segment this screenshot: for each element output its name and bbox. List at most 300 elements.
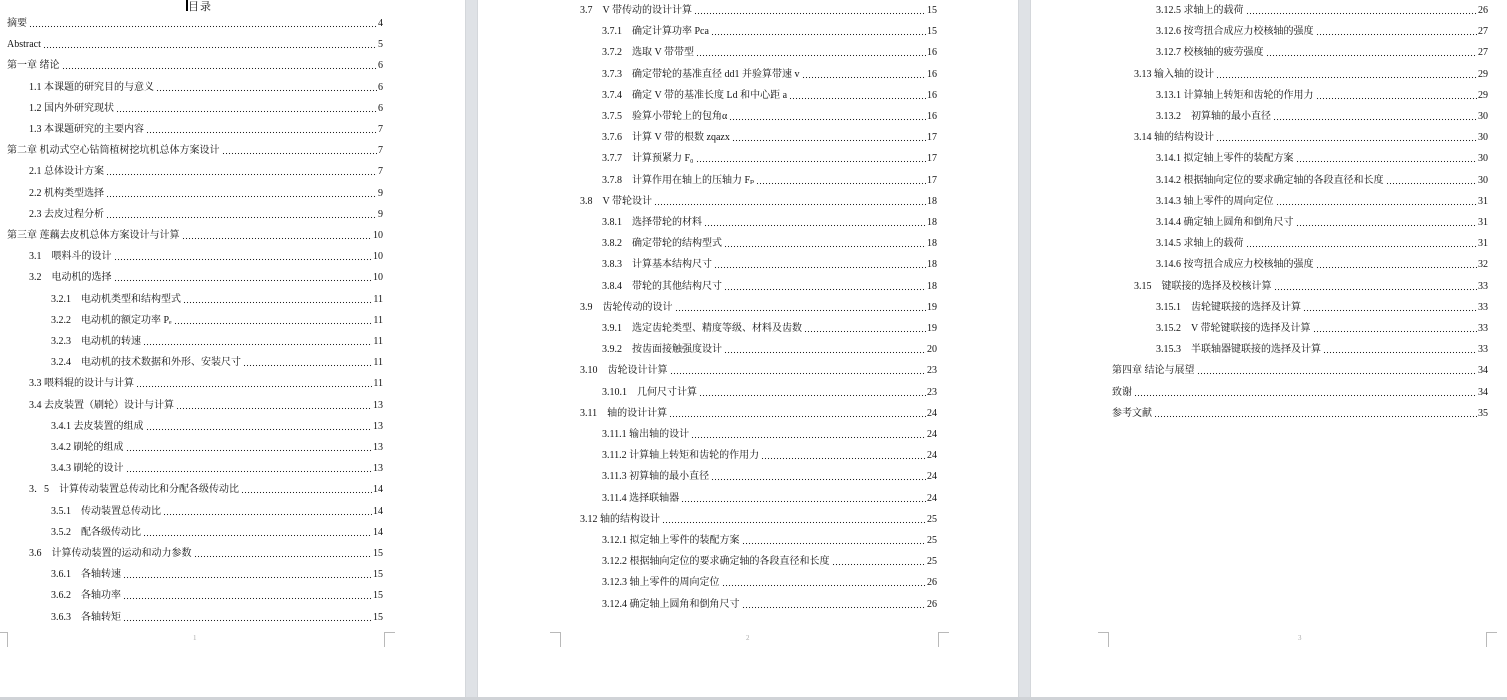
- dot-leader: [724, 238, 926, 248]
- toc-entry-label: 3.11.1 输出轴的设计: [602, 429, 690, 440]
- dot-leader: [1246, 5, 1478, 15]
- toc-entry[interactable]: [51, 334, 383, 348]
- toc-entry[interactable]: [29, 376, 383, 390]
- toc-entry-page-number: 27: [1478, 47, 1488, 59]
- toc-entry-label: 3.10.1 几何尺寸计算: [602, 386, 697, 398]
- toc-entry[interactable]: [602, 427, 937, 441]
- margin-corner-mark: [938, 632, 949, 647]
- toc-entry[interactable]: [51, 292, 383, 306]
- dot-leader: [742, 535, 927, 545]
- toc-entry-page-number: 4: [378, 18, 383, 29]
- toc-entry-page-number: 6: [378, 60, 383, 72]
- dot-leader: [694, 5, 926, 15]
- toc-entry[interactable]: [602, 109, 937, 123]
- toc-entry-label: 3.14.3 轴上零件的周向定位: [1156, 195, 1274, 207]
- toc-entry-label: 3.12.7 校核轴的疲劳强度: [1156, 47, 1264, 59]
- toc-entry-page-number: 34: [1478, 365, 1488, 377]
- dot-leader: [681, 493, 926, 503]
- toc-entry[interactable]: [602, 130, 937, 144]
- toc-entry[interactable]: [602, 575, 937, 589]
- dot-leader: [114, 251, 373, 261]
- toc-entry-page-number: 26: [1478, 5, 1488, 16]
- dot-leader: [174, 315, 373, 325]
- toc-entry[interactable]: [29, 186, 383, 200]
- toc-entry-label: 3.15.2 V 带轮键联接的选择及计算: [1156, 323, 1311, 334]
- toc-entry-label: 3.8.4 带轮的其他结构尺寸: [602, 280, 722, 292]
- toc-entry-page-number: 10: [373, 230, 383, 241]
- dot-leader: [222, 145, 378, 155]
- dot-leader: [1313, 323, 1477, 333]
- dot-leader: [669, 408, 926, 418]
- toc-entry-page-number: 18: [927, 280, 937, 292]
- toc-entry[interactable]: [51, 313, 383, 327]
- toc-entry[interactable]: [1156, 3, 1488, 17]
- dot-leader: [1316, 90, 1478, 100]
- toc-entry-label: 第一章 绪论: [7, 60, 60, 72]
- dot-leader: [136, 378, 372, 388]
- dot-leader: [1273, 111, 1477, 121]
- dot-leader: [1323, 344, 1477, 354]
- toc-entry[interactable]: [29, 482, 383, 496]
- dot-leader: [143, 336, 372, 346]
- toc-entry-page-number: 11: [373, 314, 383, 326]
- toc-entry-label: 3.11.3 初算轴的最小直径: [602, 471, 710, 483]
- toc-entry-label: 3.12.5 求轴上的载荷: [1156, 5, 1244, 16]
- dot-leader: [1296, 153, 1478, 163]
- toc-entry[interactable]: [51, 440, 383, 454]
- toc-entry[interactable]: [602, 236, 937, 250]
- dot-leader: [146, 421, 373, 431]
- toc-entry-page-number: 23: [927, 386, 937, 398]
- toc-entry-label: 3.7.1 确定计算功率 Pca: [602, 26, 709, 38]
- toc-entry-label: 3.11.2 计算轴上转矩和齿轮的作用力: [602, 450, 760, 462]
- dot-leader: [156, 82, 377, 92]
- dot-leader: [43, 39, 377, 49]
- toc-entry[interactable]: [602, 151, 937, 165]
- toc-entry-label: 3.9.2 按齿面接触强度设计: [602, 344, 722, 356]
- toc-entry[interactable]: [51, 525, 383, 539]
- dot-leader: [654, 196, 926, 206]
- toc-entry[interactable]: [1156, 342, 1488, 356]
- toc-entry[interactable]: [1156, 300, 1488, 314]
- toc-entry-label: 第三章 莲藕去皮机总体方案设计与计算: [7, 230, 180, 241]
- toc-entry-page-number: 15: [373, 548, 383, 559]
- toc-entry-page-number: 30: [1478, 132, 1488, 144]
- toc-entry-label: 3.4.3 刷轮的设计: [51, 463, 124, 475]
- toc-entry-label: 3.10 齿轮设计计算: [580, 365, 668, 377]
- toc-entry[interactable]: [580, 512, 937, 526]
- toc-entry-label: 第二章 机动式空心钻筒植树挖坑机总体方案设计: [7, 145, 220, 157]
- toc-entry-label: 3.14.5 求轴上的载荷: [1156, 238, 1244, 250]
- toc-entry-page-number: 25: [927, 556, 937, 568]
- toc-entry-page-number: 34: [1478, 386, 1488, 398]
- toc-entry-label: 3.2 电动机的选择: [29, 272, 112, 284]
- toc-entry-page-number: 18: [927, 238, 937, 250]
- dot-leader: [724, 344, 926, 354]
- toc-entry-page-number: 31: [1478, 217, 1488, 228]
- document-page-2[interactable]: [478, 0, 1018, 697]
- toc-entry[interactable]: [1156, 215, 1488, 229]
- page-number: 3: [1298, 634, 1302, 642]
- toc-entry-label: 参考文献: [1112, 407, 1152, 419]
- toc-entry-label: 3.4.1 去皮装置的组成: [51, 420, 144, 432]
- dot-leader: [1197, 365, 1478, 375]
- page-number: 2: [746, 634, 750, 642]
- toc-entry-page-number: 17: [927, 132, 937, 144]
- toc-entry[interactable]: [1156, 88, 1488, 102]
- dot-leader: [123, 590, 372, 600]
- toc-entry[interactable]: [51, 610, 383, 624]
- toc-entry-label: 3.14.6 按弯扭合成应力校核轴的强度: [1156, 259, 1314, 271]
- dot-leader: [691, 429, 926, 439]
- toc-entry-label: 摘要: [7, 18, 27, 29]
- dot-leader: [123, 569, 372, 579]
- toc-entry[interactable]: [7, 228, 383, 242]
- dot-leader: [711, 26, 926, 36]
- toc-entry-label: 3.8.1 选择带轮的材料: [602, 217, 702, 228]
- margin-corner-mark: [1486, 632, 1497, 647]
- dot-leader: [1276, 196, 1478, 206]
- toc-entry-label: 3.12.2 根据轴向定位的要求确定轴的各段直径和长度: [602, 556, 830, 568]
- toc-entry-page-number: 19: [927, 301, 937, 313]
- toc-entry[interactable]: [51, 419, 383, 433]
- dot-leader: [123, 612, 372, 622]
- toc-entry-label: 3.13.1 计算轴上转矩和齿轮的作用力: [1156, 89, 1314, 101]
- toc-entry-page-number: 15: [373, 590, 383, 602]
- toc-entry-page-number: 6: [378, 81, 383, 93]
- toc-entry-page-number: 15: [373, 611, 383, 623]
- toc-entry[interactable]: [7, 58, 383, 72]
- dot-leader: [789, 90, 926, 100]
- toc-entry[interactable]: [602, 67, 937, 81]
- toc-entry-page-number: 16: [927, 89, 937, 101]
- toc-entry[interactable]: [1156, 173, 1488, 187]
- toc-entry[interactable]: [602, 45, 937, 59]
- toc-entry-label: 3.14.1 拟定轴上零件的装配方案: [1156, 153, 1294, 165]
- toc-entry-page-number: 9: [378, 187, 383, 199]
- toc-entry-page-number: 11: [373, 293, 383, 305]
- toc-entry-page-number: 30: [1478, 174, 1488, 186]
- toc-entry[interactable]: [29, 270, 383, 284]
- toc-entry-page-number: 9: [378, 208, 383, 220]
- dot-leader: [729, 111, 926, 121]
- toc-entry-page-number: 33: [1478, 280, 1488, 292]
- toc-entry-page-number: 33: [1478, 301, 1488, 313]
- toc-entry-label: 3.3 喂料辊的设计与计算: [29, 378, 134, 390]
- toc-entry-label: 3.6.2 各轴功率: [51, 590, 121, 602]
- toc-entry[interactable]: [1112, 385, 1488, 399]
- dot-leader: [1154, 408, 1477, 418]
- toc-entry[interactable]: [1156, 236, 1488, 250]
- toc-entry-page-number: 24: [927, 492, 937, 504]
- dot-leader: [62, 60, 378, 70]
- dot-leader: [126, 442, 373, 452]
- dot-leader: [1134, 387, 1477, 397]
- toc-entry-label: 2.3 去皮过程分析: [29, 208, 104, 220]
- toc-entry[interactable]: [29, 249, 383, 263]
- toc-entry-label: 1.2 国内外研究现状: [29, 102, 114, 114]
- dot-leader: [704, 217, 926, 227]
- dot-leader: [802, 69, 927, 79]
- toc-entry-page-number: 26: [927, 577, 937, 589]
- toc-entry[interactable]: [580, 3, 937, 17]
- toc-entry[interactable]: [1112, 363, 1488, 377]
- dot-leader: [1246, 238, 1478, 248]
- toc-entry-label: 3.6.3 各轴转矩: [51, 611, 121, 623]
- toc-entry-label: 2.2 机构类型选择: [29, 187, 104, 199]
- toc-entry-label: 3.13 输入轴的设计: [1134, 68, 1214, 80]
- dot-leader: [1303, 302, 1477, 312]
- toc-entry-label: 3.8 V 带轮设计: [580, 195, 653, 207]
- toc-entry[interactable]: [602, 469, 937, 483]
- toc-entry-page-number: 18: [927, 259, 937, 271]
- toc-entry-page-number: 11: [373, 357, 383, 369]
- toc-entry-label: 3.15.1 齿轮键联接的选择及计算: [1156, 301, 1301, 313]
- dot-leader: [1296, 217, 1478, 227]
- toc-entry-label: 3.14.2 根据轴向定位的要求确定轴的各段直径和长度: [1156, 174, 1384, 186]
- toc-entry[interactable]: [602, 88, 937, 102]
- toc-entry-label: 3.5.1 传动装置总传动比: [51, 505, 161, 517]
- toc-entry-page-number: 35: [1478, 407, 1488, 419]
- toc-entry[interactable]: [7, 143, 383, 157]
- toc-entry-page-number: 14: [373, 526, 383, 538]
- document-page-3[interactable]: [1031, 0, 1507, 697]
- dot-leader: [699, 387, 926, 397]
- toc-entry-label: 3.7.5 验算小带轮上的包角α: [602, 111, 728, 122]
- toc-entry-page-number: 24: [927, 471, 937, 483]
- dot-leader: [732, 132, 926, 142]
- dot-leader: [1274, 281, 1478, 291]
- toc-entry-page-number: 11: [373, 378, 383, 390]
- toc-entry[interactable]: [1112, 406, 1488, 420]
- toc-entry-page-number: 23: [927, 365, 937, 377]
- dot-leader: [1266, 47, 1478, 57]
- toc-entry-label: 1.1 本课题的研究目的与意义: [29, 81, 154, 93]
- dot-leader: [1216, 69, 1477, 79]
- toc-entry[interactable]: [1156, 257, 1488, 271]
- toc-entry-label: 3.7.6 计算 V 带的根数 zqazx: [602, 132, 730, 144]
- dot-leader: [670, 365, 927, 375]
- toc-entry-page-number: 16: [927, 111, 937, 122]
- toc-entry-page-number: 30: [1478, 153, 1488, 165]
- toc-entry[interactable]: [602, 173, 937, 187]
- toc-entry[interactable]: [29, 122, 383, 136]
- toc-entry[interactable]: [1156, 24, 1488, 38]
- dot-leader: [106, 209, 377, 219]
- toc-entry-label: 3.1 喂料斗的设计: [29, 251, 112, 263]
- toc-entry-label: 3.14.4 确定轴上圆角和倒角尺寸: [1156, 217, 1294, 228]
- toc-entry[interactable]: [51, 567, 383, 581]
- toc-entry-label: 3.6.1 各轴转速: [51, 569, 121, 581]
- toc-entry[interactable]: [580, 363, 937, 377]
- dot-leader: [804, 323, 926, 333]
- toc-title-text: 目录: [188, 1, 212, 13]
- dot-leader: [176, 400, 372, 410]
- toc-entry[interactable]: [580, 194, 937, 208]
- toc-entry[interactable]: [7, 37, 383, 51]
- toc-entry-label: 3.9.1 选定齿轮类型、精度等级、材料及齿数: [602, 323, 802, 334]
- toc-entry-page-number: 15: [927, 5, 937, 16]
- toc-entry-label: Abstract: [7, 39, 41, 51]
- toc-entry-label: 3.2.1 电动机类型和结构型式: [51, 293, 181, 305]
- dot-leader: [696, 153, 926, 163]
- dot-leader: [182, 230, 373, 240]
- toc-entry-page-number: 14: [373, 484, 383, 496]
- toc-entry-label: 3.11.4 选择联轴器: [602, 492, 680, 504]
- toc-entry[interactable]: [1134, 279, 1488, 293]
- toc-entry-page-number: 10: [373, 251, 383, 263]
- toc-entry-page-number: 18: [927, 195, 937, 207]
- toc-entry-page-number: 33: [1478, 344, 1488, 356]
- dot-leader: [832, 556, 927, 566]
- toc-entry[interactable]: [51, 504, 383, 518]
- toc-entry-page-number: 17: [927, 153, 937, 165]
- dot-leader: [722, 577, 927, 587]
- dot-leader: [1316, 26, 1478, 36]
- toc-entry-page-number: 27: [1478, 26, 1488, 38]
- toc-entry-label: 3.11 轴的设计计算: [580, 407, 668, 419]
- dot-leader: [742, 599, 927, 609]
- toc-entry-page-number: 20: [927, 344, 937, 356]
- toc-entry[interactable]: [602, 342, 937, 356]
- toc-entry[interactable]: [1156, 194, 1488, 208]
- dot-leader: [116, 103, 377, 113]
- toc-entry-page-number: 13: [373, 420, 383, 432]
- toc-entry-label: 3.8.3 计算基本结构尺寸: [602, 259, 712, 271]
- toc-entry[interactable]: [602, 597, 937, 611]
- toc-entry-label: 3．5 计算传动装置总传动比和分配各级传动比: [29, 484, 239, 496]
- toc-entry-label: 3.7.3 确定带轮的基准直径 dd1 并验算带速 v: [602, 68, 800, 80]
- toc-entry[interactable]: [1156, 45, 1488, 59]
- toc-entry[interactable]: [602, 321, 937, 335]
- margin-corner-mark: [0, 632, 8, 647]
- toc-entry-page-number: 13: [373, 399, 383, 411]
- toc-entry[interactable]: [602, 554, 937, 568]
- toc-entry[interactable]: [1156, 321, 1488, 335]
- toc-entry-label: 3.7 V 带传动的设计计算: [580, 5, 693, 16]
- toc-entry-label: 3.7.2 选取 V 带带型: [602, 47, 695, 59]
- toc-entry[interactable]: [7, 16, 383, 30]
- toc-entry-label: 3.2.2 电动机的额定功率 Pₑ: [51, 314, 172, 326]
- toc-entry-page-number: 32: [1478, 259, 1488, 271]
- toc-entry-page-number: 15: [373, 569, 383, 581]
- toc-entry-label: 3.9 齿轮传动的设计: [580, 301, 673, 313]
- margin-corner-mark: [384, 632, 395, 647]
- toc-entry-label: 3.12.3 轴上零件的周向定位: [602, 577, 720, 589]
- toc-entry-page-number: 24: [927, 407, 937, 419]
- toc-entry[interactable]: [51, 461, 383, 475]
- toc-entry[interactable]: [1156, 109, 1488, 123]
- toc-entry-label: 3.14 轴的结构设计: [1134, 132, 1214, 144]
- toc-entry[interactable]: [1134, 67, 1488, 81]
- dot-leader: [662, 514, 926, 524]
- page-number: 1: [193, 634, 197, 642]
- toc-entry-page-number: 10: [373, 272, 383, 284]
- toc-entry-label: 3.5.2 配各级传动比: [51, 526, 141, 538]
- toc-entry-page-number: 25: [927, 513, 937, 525]
- toc-entry-page-number: 33: [1478, 323, 1488, 334]
- toc-entry[interactable]: [51, 588, 383, 602]
- toc-entry-page-number: 30: [1478, 111, 1488, 122]
- dot-leader: [1386, 175, 1478, 185]
- dot-leader: [106, 188, 377, 198]
- toc-entry-page-number: 26: [927, 598, 937, 610]
- toc-entry-label: 3.12.4 确定轴上圆角和倒角尺寸: [602, 598, 740, 610]
- dot-leader: [143, 527, 372, 537]
- dot-leader: [243, 357, 372, 367]
- toc-entry-page-number: 13: [373, 442, 383, 453]
- toc-entry-page-number: 5: [378, 39, 383, 51]
- dot-leader: [146, 124, 377, 134]
- toc-entry[interactable]: [51, 355, 383, 369]
- toc-entry-label: 3.12 轴的结构设计: [580, 513, 660, 525]
- dot-leader: [194, 548, 373, 558]
- toc-entry[interactable]: [29, 398, 383, 412]
- toc-entry[interactable]: [29, 80, 383, 94]
- toc-entry-page-number: 7: [378, 145, 383, 157]
- toc-entry[interactable]: [602, 491, 937, 505]
- toc-entry-page-number: 7: [378, 166, 383, 178]
- toc-entry-page-number: 25: [927, 535, 937, 546]
- toc-entry-page-number: 16: [927, 68, 937, 80]
- toc-entry[interactable]: [602, 385, 937, 399]
- toc-entry-page-number: 17: [927, 174, 937, 186]
- toc-entry[interactable]: [29, 207, 383, 221]
- toc-entry[interactable]: [602, 257, 937, 271]
- toc-entry[interactable]: [29, 101, 383, 115]
- document-page-1[interactable]: [0, 0, 465, 697]
- dot-leader: [696, 47, 926, 57]
- toc-entry[interactable]: [29, 164, 383, 178]
- toc-entry[interactable]: [602, 24, 937, 38]
- dot-leader: [114, 272, 373, 282]
- toc-entry-page-number: 16: [927, 47, 937, 59]
- toc-entry-label: 3.12.1 拟定轴上零件的装配方案: [602, 535, 740, 546]
- toc-entry[interactable]: [580, 406, 937, 420]
- toc-entry-label: 3.12.6 按弯扭合成应力校核轴的强度: [1156, 26, 1314, 38]
- toc-entry[interactable]: [1156, 151, 1488, 165]
- toc-entry-label: 3.7.7 计算预紧力 F₀: [602, 153, 694, 165]
- toc-entry-page-number: 6: [378, 102, 383, 114]
- toc-entry[interactable]: [1134, 130, 1488, 144]
- dot-leader: [183, 294, 372, 304]
- dot-leader: [711, 471, 926, 481]
- toc-entry[interactable]: [580, 300, 937, 314]
- toc-entry-label: 3.15.3 半联轴器键联接的选择及计算: [1156, 344, 1321, 356]
- dot-leader: [29, 18, 377, 28]
- toc-entry[interactable]: [602, 533, 937, 547]
- toc-entry-label: 3.4.2 刷轮的组成: [51, 442, 124, 453]
- dot-leader: [724, 281, 926, 291]
- dot-leader: [1316, 259, 1478, 269]
- dot-leader: [714, 259, 926, 269]
- toc-entry-label: 2.1 总体设计方案: [29, 166, 104, 178]
- toc-entry-label: 致谢: [1112, 386, 1132, 398]
- dot-leader: [106, 166, 377, 176]
- toc-entry-page-number: 19: [927, 323, 937, 334]
- toc-entry[interactable]: [602, 448, 937, 462]
- toc-entry-page-number: 29: [1478, 68, 1488, 80]
- toc-entry-label: 1.3 本课题研究的主要内容: [29, 124, 144, 135]
- toc-entry-label: 3.6 计算传动装置的运动和动力参数: [29, 548, 192, 559]
- dot-leader: [241, 484, 372, 494]
- toc-entry[interactable]: [602, 215, 937, 229]
- toc-entry[interactable]: [602, 279, 937, 293]
- toc-entry-label: 3.4 去皮装置（刷轮）设计与计算: [29, 399, 174, 411]
- toc-entry[interactable]: [29, 546, 383, 560]
- toc-entry-page-number: 18: [927, 217, 937, 228]
- toc-entry-label: 3.7.8 计算作用在轴上的压轴力 Fₚ: [602, 174, 755, 186]
